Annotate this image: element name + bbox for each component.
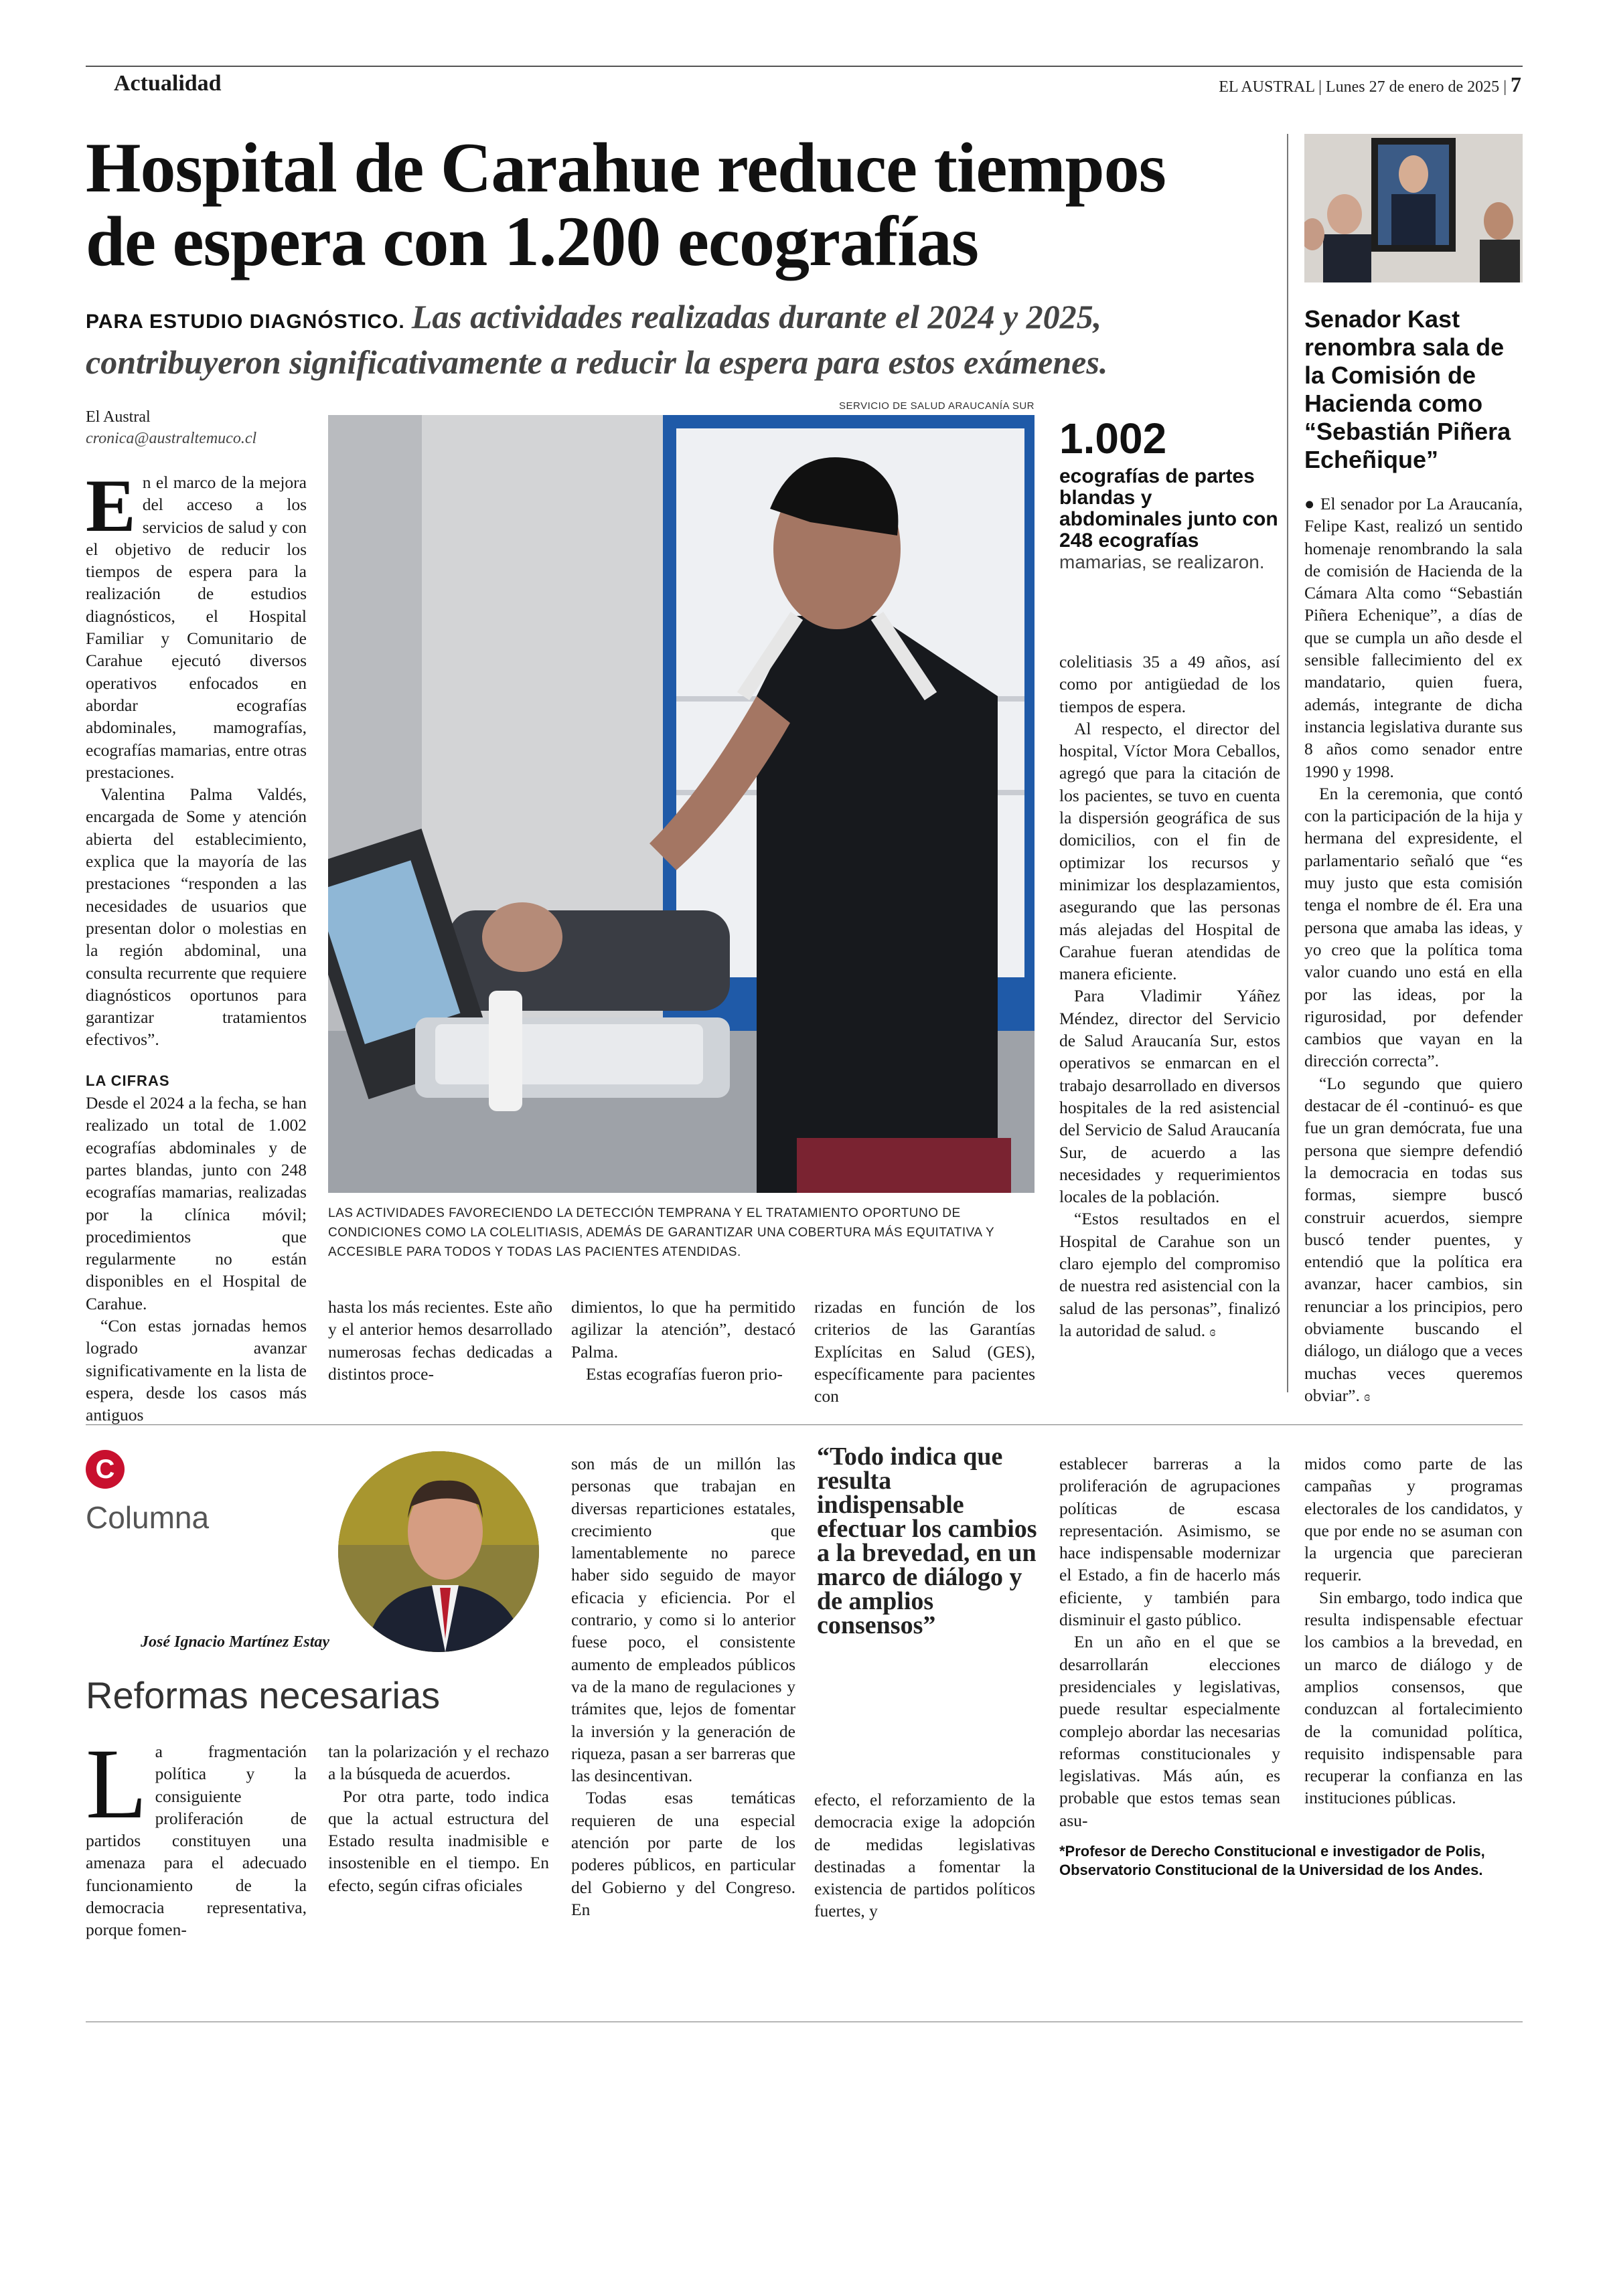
photo-credit: SERVICIO DE SALUD ARAUCANÍA SUR <box>839 400 1035 412</box>
column-title: Reformas necesarias <box>86 1674 441 1716</box>
end-of-article-icon: ɞ <box>1364 1389 1371 1404</box>
end-of-article-icon: ɞ <box>1209 1324 1216 1339</box>
paragraph: dimientos, lo que ha permitido agilizar la atención”, destacó Palma. <box>571 1297 795 1362</box>
column-text-2 <box>328 1740 549 1896</box>
pull-quote: “Todo indica que resulta indispensable efectuar los cambios a la brevedad, en un marco de diálogo y de amplios consensos” <box>817 1443 1037 1639</box>
publication-name: EL AUSTRAL <box>1219 78 1315 96</box>
main-photo <box>328 415 1035 1193</box>
column-text-5 <box>1059 1453 1280 1831</box>
column-text-1 <box>86 1728 307 1941</box>
paragraph: “Lo segundo que quiero destacar de él -continuó- es que fue un gran demócrata, fue una persona que siempre defendió la democracia en todas sus formas, siempre buscó construir acuerdos, siempre buscó tender puentes, y entendió que la política era avanzar, hacer cambios, sin renunciar a los principios, pero obviamente buscando el diálogo, un diálogo que a veces muchas veces queremos obviar”. ɞ <box>1304 1073 1523 1405</box>
paragraph: rizadas en función de los criterios de las Garantías Explícitas en Salud (GES), específicamente para pacientes con <box>814 1297 1035 1406</box>
paragraph: Todas esas temáticas requieren de una especial atención por parte de los poderes públicos, en particular del Gobierno y del Congreso. En <box>571 1788 795 1919</box>
ceremony-portrait-photo <box>1304 134 1523 282</box>
column-text-3 <box>571 1453 795 1920</box>
author-photo <box>338 1451 539 1652</box>
column-badge: C <box>86 1450 125 1489</box>
sidebar-photo <box>1304 134 1523 282</box>
paragraph: efecto, el reforzamiento de la democracia exige la adopción de medidas legislativas destinadas a fomentar la existencia de partidos políticos fuertes, y <box>814 1790 1035 1921</box>
headline-block <box>86 131 1271 278</box>
paragraph: Al respecto, el director del hospital, Víctor Mora Ceballos, agregó que para la citación de los pacientes, se tuvo en cuenta la dispersión geográfica de sus domicilios, con el fin de optimizar los recursos y minimizar los desplazamientos, asegurando que las personas más alejadas del Hospital de Carahue fueran atendidas de manera eficiente. <box>1059 718 1280 984</box>
sidebar-body <box>1304 493 1523 1408</box>
columnist-portrait-photo <box>338 1451 539 1652</box>
issue-date: Lunes 27 de enero de 2025 <box>1325 78 1500 96</box>
article-column-2 <box>328 1296 552 1385</box>
mid-rule <box>86 1424 1523 1425</box>
sidebar-headline: Senador Kast renombra sala de la Comisión de Hacienda como “Sebastián Piñera Echeñique” <box>1304 305 1511 473</box>
paragraph: Valentina Palma Valdés, encargada de Some y atención abierta del establecimiento, explica que la mayoría de las prestaciones “responden a las necesidades de usuarios que presentan dolor o molestias en la región abdominal, una consulta recurrente que requiere diagnósticos oportunos para garantizar tratamientos efectivos”. <box>86 785 307 1050</box>
article-column-4 <box>814 1296 1035 1407</box>
subhead: LA CIFRAS <box>86 1072 170 1089</box>
headline-line-1: Hospital de Carahue reduce tiempos <box>86 129 1166 207</box>
paragraph: midos como parte de las campañas y programas electorales de los candidatos, y que por ende no se asuman con la urgencia que parecieran requerir. <box>1304 1454 1523 1585</box>
column-text-4 <box>814 1789 1035 1922</box>
paragraph: Para Vladimir Yáñez Méndez, director del Servicio de Salud Araucanía Sur, estos operativos se enmarcan en el trabajo desarrollado en diversos hospitales de la red asistencial del Servicio de Salud Araucanía Sur, de acuerdo a las necesidades y requerimientos locales de la población. <box>1059 986 1280 1207</box>
stat-box <box>1059 414 1280 573</box>
drop-cap: E <box>86 465 136 548</box>
paragraph: son más de un millón las personas que trabajan en diversas reparticiones estatales, crecimiento que lamentablemente no parece haber sido seguido de mayor eficacia y eficiencia. Por el contrario, y como si lo anterior fuese poco, el consistente aumento de empleados públicos va de la mano de regulaciones y trámites que, lejos de fomentar la inversión y la generación de riqueza, pasan a ser barreras que las desincentivan. <box>571 1454 795 1786</box>
paragraph: Estas ecografías fueron prio- <box>586 1364 783 1384</box>
sidebar-divider <box>1287 134 1288 1392</box>
stat-rest: mamarias, se realizaron. <box>1059 552 1265 572</box>
page-number: 7 <box>1511 72 1521 96</box>
paragraph: “Estos resultados en el Hospital de Carahue son un claro ejemplo del compromiso de nuestra red asistencial con la salud de las personas”, finalizó la autoridad de salud. ɞ <box>1059 1209 1280 1340</box>
headline-line-2: de espera con 1.200 ecografías <box>86 202 978 280</box>
deck <box>86 297 1271 382</box>
paragraph: colelitiasis 35 a 49 años, así como por antigüedad de los tiempos de espera. <box>1059 652 1280 716</box>
paragraph: Desde el 2024 a la fecha, se han realizado un total de 1.002 ecografías abdominales y de partes blandas, junto con 248 ecografías mamarias, realizadas por la clínica móvil; procedimientos que regularmente no están disponibles en el Hospital de Carahue. <box>86 1093 307 1313</box>
paragraph: La fragmentación política y la consiguiente proliferación de partidos constituyen una amenaza para el adecuado funcionamiento de la democracia representativa, porque fomen- <box>86 1728 307 1940</box>
column-drop-cap: L <box>86 1728 147 1839</box>
byline-author: El Austral <box>86 408 151 426</box>
deck-text: Las actividades realizadas durante el 2024 y 2025, contribuyeron significativamente a reducir la espera para estos exámenes. <box>86 298 1108 381</box>
kicker: PARA ESTUDIO DIAGNÓSTICO. <box>86 311 405 333</box>
column-text-6 <box>1304 1453 1523 1809</box>
byline <box>86 406 307 449</box>
article-column-5 <box>1059 651 1280 1343</box>
stat-number: 1.002 <box>1059 414 1167 463</box>
paragraph: En un año en el que se desarrollarán elecciones presidenciales y legislativas, puede resultar especialmente complejo abordar las necesarias reformas constitucionales y legislativas. Más aún, es probable que estos temas sean asu- <box>1059 1632 1280 1830</box>
section-label: Actualidad <box>114 71 222 96</box>
paragraph: hasta los más recientes. Este año y el anterior hemos desarrollado numerosas fechas dedicadas a distintos proce- <box>328 1297 552 1384</box>
headline <box>86 131 1271 278</box>
photo-caption: LAS ACTIVIDADES FAVORECIENDO LA DETECCIÓN TEMPRANA Y EL TRATAMIENTO OPORTUNO DE CONDICIONES COMO LA COLELITIASIS, ADEMÁS DE GARANTIZAR UNA COBERTURA MÁS EQUITATIVA Y ACCESIBLE PARA TODOS Y TODAS LAS PACIENTES ATENDIDAS. <box>328 1206 994 1259</box>
byline-email[interactable]: cronica@australtemuco.cl <box>86 430 257 447</box>
folio: EL AUSTRAL | Lunes 27 de enero de 2025 | 7 <box>1219 72 1521 96</box>
paragraph: “Con estas jornadas hemos logrado avanzar significativamente en la lista de espera, desde los casos más antiguos <box>86 1315 307 1425</box>
column-author: José Ignacio Martínez Estay <box>141 1633 330 1651</box>
article-column-3 <box>571 1296 795 1385</box>
column-label: Columna <box>86 1500 210 1535</box>
stat-text <box>1059 466 1280 573</box>
stat-bold: ecografías de partes blandas y abdominales junto con 248 ecografías <box>1059 465 1278 552</box>
paragraph: establecer barreras a la proliferación de agrupaciones políticas de escasa representación. Asimismo, se hace indispensable modernizar el Estado, a fin de hacerlo más eficiente, y también para disminuir el gasto público. <box>1059 1454 1280 1630</box>
paragraph: En el marco de la mejora del acceso a los servicios de salud y con el objetivo de reducir los tiempos de espera para la realización de estudios diagnósticos, el Hospital Familiar y Comunitario de Carahue ejecutó diversos operativos enfocados en abordar ecografías abdominales, mamografías, ecografías mamarias, entre otras prestaciones. <box>86 465 307 782</box>
author-footnote: *Profesor de Derecho Constitucional e investigador de Polis, Observatorio Constitucional de la Universidad de los Andes. <box>1059 1843 1485 1878</box>
top-rule <box>86 66 1523 67</box>
paragraph: Por otra parte, todo indica que la actual estructura del Estado resulta inadmisible e insostenible en el tiempo. En efecto, según cifras oficiales <box>328 1786 549 1895</box>
paragraph: En la ceremonia, que contó con la participación de la hija y hermana del expresidente, el parlamentario señaló que “es muy justo que esta comisión tenga el nombre de él. Era una persona que amaba las ideas, y yo creo que la política toma valor cuando uno está en ella por las ideas, por la rigurosidad, por defender cambios que vayan en la dirección correcta”. <box>1304 783 1523 1071</box>
article-column-1 <box>86 465 307 1426</box>
paragraph: ● El senador por La Araucanía, Felipe Kast, realizó un sentido homenaje renombrando la sala de comisión de Hacienda de la Cámara Alta como “Sebastián Piñera Echenique”, a días de que se cumpla un año desde el sensible fallecimiento del ex mandatario, quien fuera, además, integrante de dicha instancia legislativa durante sus 8 años como senador entre 1990 y 1998. <box>1304 494 1523 781</box>
paragraph: Sin embargo, todo indica que resulta indispensable efectuar los cambios a la brevedad, en un marco de diálogo y de amplios consensos, que conduzcan al fortalecimiento de la comunidad política, requisito indispensable para recuperar la confianza en las instituciones públicas. <box>1304 1587 1523 1808</box>
ultrasound-exam-photo <box>328 415 1035 1193</box>
paragraph: tan la polarización y el rechazo a la búsqueda de acuerdos. <box>328 1742 549 1784</box>
